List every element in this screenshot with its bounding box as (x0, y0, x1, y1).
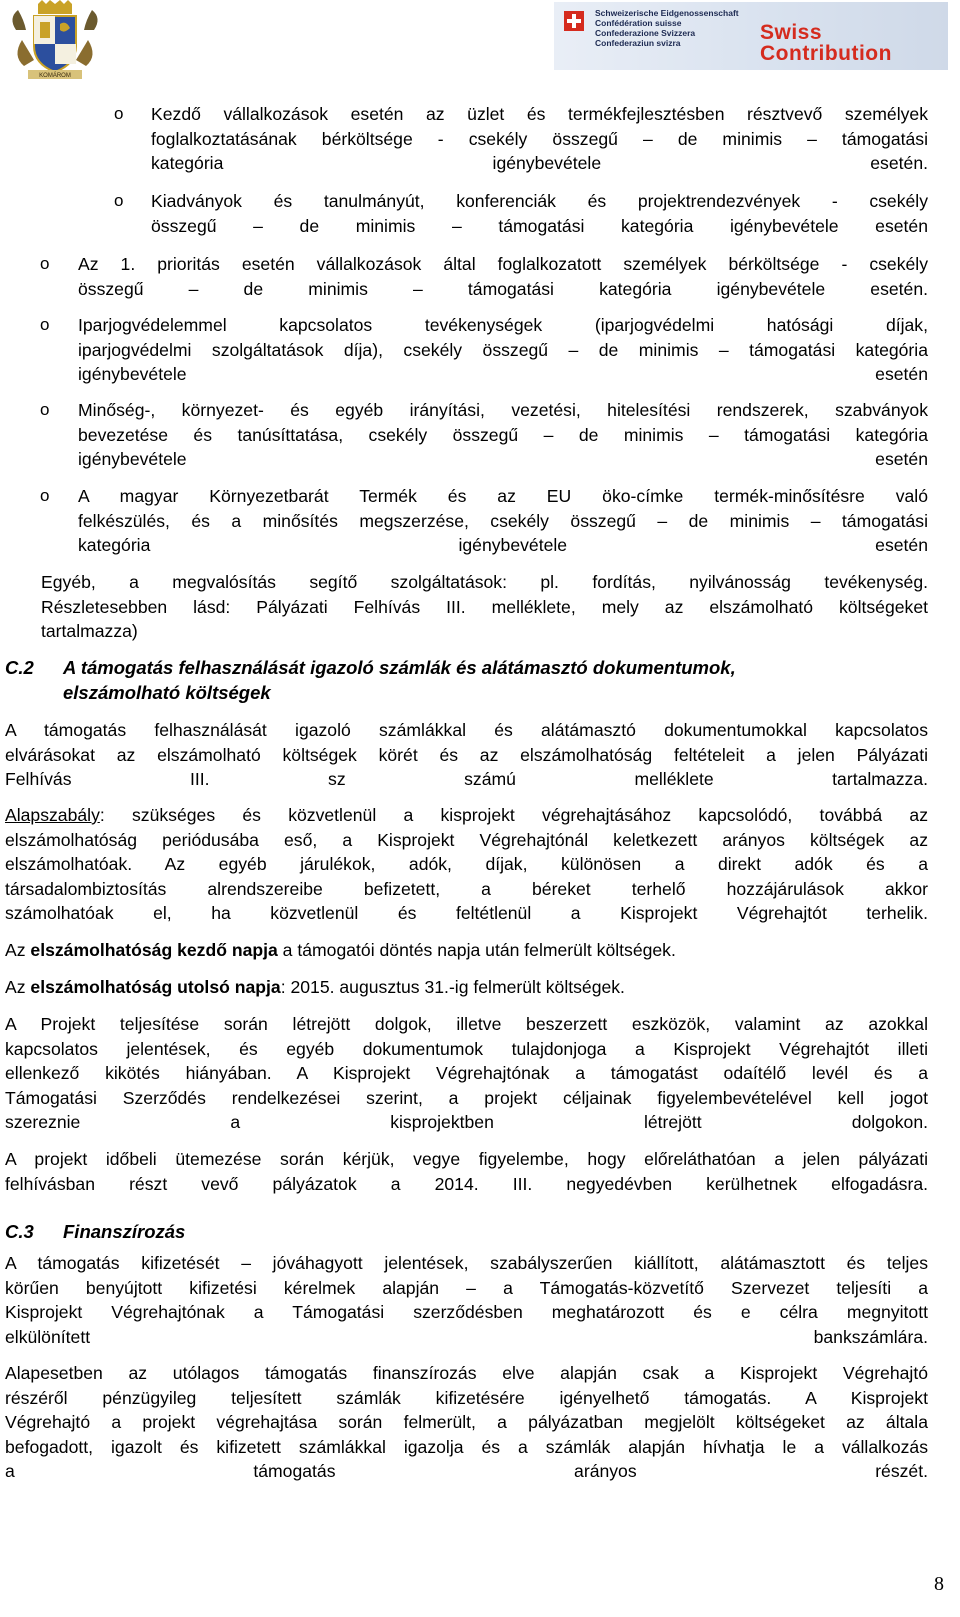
text-line: igénybevétele esetén (78, 364, 928, 384)
other-services-paragraph (41, 570, 928, 644)
text-line: ellenkező kikötés hiányában. A Kisprojekt Végrehajtónak a támogatást odaítélő levél és a (5, 1063, 928, 1083)
swiss-logo-line: Confederazione Svizzera (595, 28, 696, 38)
paragraph-end-date (5, 975, 625, 1000)
text-line: Kisprojekt Végrehajtónak a Támogatási szerződésben meghatározott és e célra megnyitott (5, 1302, 928, 1322)
text-run: : 2015. augusztus 31.-ig felmerült költségek. (280, 977, 625, 997)
basic-rule-label: Alapszabály (5, 805, 100, 825)
text-line: A támogatás felhasználását igazoló számlákkal és alátámasztó dokumentumokkal kapcsolatos (5, 720, 928, 740)
swiss-flag-icon (564, 11, 584, 31)
bullet-item-1 (78, 252, 928, 301)
text-line: elszámolhatóság periódusába eső, a Kisprojekt Végrehajtónál keletkezett arányos költségek az (5, 829, 928, 850)
swiss-contribution-logo (554, 2, 948, 70)
paragraph-basic-rule (5, 803, 928, 926)
text-line: kategória igénybevétele esetén. (151, 153, 928, 173)
section-number-c2: C.2 (5, 657, 34, 678)
text-line: iparjogvédelmi szolgáltatások díja), csekély összegű – de minimis – támogatási kategória (78, 339, 928, 360)
bullet-item-4 (78, 484, 928, 558)
text-line: tartalmazza) (41, 621, 138, 641)
text-line: kapcsolatos jelentések, és egyéb dokumentumok tulajdonjoga a Kisprojekt Végrehajtót illeti (5, 1038, 928, 1059)
start-date-label: elszámolhatóság kezdő napja (30, 940, 278, 960)
paragraph-financing (5, 1361, 928, 1484)
section-title-c3: Finanszírozás (63, 1221, 186, 1242)
end-date-label: elszámolhatóság utolsó napja (30, 977, 281, 997)
paragraph-ownership (5, 1012, 928, 1135)
text-line: elvárásokat az elszámolható költségek körét és az elszámolhatóság feltételeit a jelen Pályázati (5, 744, 928, 765)
text-line: felhívásban részt vevő pályázatok a 2014. III. negyedévben kerülhetnek elfogadásra. (5, 1173, 928, 1194)
text-line: Kiadványok és tanulmányút, konferenciák és projektrendezvények - csekély (151, 191, 928, 211)
bullet-item-2 (78, 313, 928, 387)
text-line: elkülönített bankszámlára. (5, 1326, 928, 1347)
text-run: Az (5, 940, 31, 960)
text-line: számolhatóak el, ha közvetlenül és feltétlenül a Kisprojekt Végrehajtót terhelik. (5, 903, 928, 923)
sub-bullet-item-2 (151, 189, 928, 238)
text-line: Alapesetben az utólagos támogatás finanszírozás elve alapján csak a Kisprojekt Végrehajtó (5, 1363, 928, 1383)
text-line: igénybevétele esetén (78, 449, 928, 469)
text-line: Az 1. prioritás esetén vállalkozások által foglalkozatott személyek bérköltsége - csekély (78, 254, 928, 274)
text-line: Támogatási Szerződés rendelkezései szerint, a projekt céljainak figyelembevételével kell jogot (5, 1087, 928, 1108)
text-line: Iparjogvédelemmel kapcsolatos tevékenységek (iparjogvédelmi hatósági díjak, (78, 315, 928, 335)
paragraph-payment (5, 1251, 928, 1349)
sub-bullet-item-1 (151, 102, 928, 176)
town-crest-logo (4, 0, 106, 80)
crest-banner-text: KOMÁROM (39, 73, 71, 79)
swiss-logo-title-1: Swiss (760, 21, 823, 44)
text-line: részéről pénzügyileg teljesített számlák kifizetésére igényelhető támogatás. A Kisprojekt (5, 1387, 928, 1408)
bullet-marker: o (40, 315, 50, 334)
text-line: szereznie a kisprojektben létrejött dolgokon. (5, 1112, 928, 1132)
swiss-logo-line: Schweizerische Eidgenossenschaft (595, 8, 739, 18)
sub-bullet-marker: o (114, 104, 124, 123)
text-line: Egyéb, a megvalósítás segítő szolgáltatások: pl. fordítás, nyilvánosság tevékenység. (41, 572, 928, 592)
text-line: befogadott, igazolt és kifizetett számlákkal igazolja és a számlák alapján hívhatja le a vállalkozás (5, 1436, 928, 1457)
text-line: Kezdő vállalkozások esetén az üzlet és termékfejlesztésben résztvevő személyek (151, 104, 928, 124)
text-line: foglalkoztatásának bérköltsége - csekély összegű – de minimis – támogatási (151, 128, 928, 149)
text-line: összegű – de minimis – támogatási kategória igénybevétele esetén. (78, 278, 928, 299)
text-run: a támogatói döntés napja után felmerült költségek. (277, 940, 676, 960)
bullet-item-3 (78, 398, 928, 472)
paragraph-requirements (5, 718, 928, 792)
text-line: Végrehajtó a projekt végrehajtása során felmerült, a pályázatban megjelölt költségeket az általa (5, 1412, 928, 1432)
bullet-marker: o (40, 400, 50, 419)
text-line: körűen benyújtott kifizetési kérelmek alapján – a Támogatás-közvetítő Szervezet teljesíti a (5, 1277, 928, 1298)
text-line: Felhívás III. sz számú melléklete tartalmazza. (5, 769, 928, 789)
text-line: elszámolhatóak. Az egyéb járulékok, adók, díjak, különösen a direkt adók és a (5, 854, 928, 874)
paragraph-start-date (5, 938, 676, 963)
sub-bullet-marker: o (114, 191, 124, 210)
swiss-logo-title-2: Contribution (760, 42, 892, 65)
text-line: összegű – de minimis – támogatási kategória igénybevétele esetén (151, 215, 928, 236)
text-line: Részletesebben lásd: Pályázati Felhívás III. melléklete, mely az elszámolható költségeket (41, 596, 928, 617)
paragraph-schedule (5, 1147, 928, 1196)
bullet-marker: o (40, 254, 50, 273)
text-line (5, 803, 928, 828)
section-title-c2-line2: elszámolható költségek (63, 682, 271, 703)
text-line: társadalombiztosítás alrendszereibe befizetett, a béreket terhelő hozzájárulások akkor (5, 878, 928, 899)
text-line: A Projekt teljesítése során létrejött dolgok, illetve beszerzett eszközök, valamint az azokkal (5, 1014, 928, 1034)
text-line: A projekt időbeli ütemezése során kérjük, vegye figyelembe, hogy előreláthatóan a jelen pályázati (5, 1149, 928, 1169)
text-line: a támogatás arányos részét. (5, 1461, 928, 1481)
section-title-c2-line1: A támogatás felhasználását igazoló számlák és alátámasztó dokumentumok, (63, 657, 736, 678)
text-run: Az (5, 977, 31, 997)
bullet-marker: o (40, 486, 50, 505)
page-number: 8 (934, 1573, 944, 1595)
text-line: kategória igénybevétele esetén (78, 535, 928, 555)
section-number-c3: C.3 (5, 1221, 34, 1242)
text-line: A támogatás kifizetését – jóváhagyott jelentések, szabályszerűen kiállított, alátámasztott és teljes (5, 1253, 928, 1273)
text-line: A magyar Környezetbarát Termék és az EU öko-címke termék-minősítésre való (78, 486, 928, 506)
text-line: bevezetése és tanúsíttatása, csekély összegű – de minimis – támogatási kategória (78, 424, 928, 445)
swiss-logo-line: Confederaziun svizra (595, 38, 681, 48)
swiss-logo-line: Confédération suisse (595, 18, 682, 28)
basic-rule-text: : szükséges és közvetlenül a kisprojekt végrehajtásához kapcsolódó, továbbá az (99, 805, 928, 825)
text-line: Minőség-, környezet- és egyéb irányítási, vezetési, hitelesítési rendszerek, szabványok (78, 400, 928, 420)
text-line: felkészülés, és a minősítés megszerzése, csekély összegű – de minimis – támogatási (78, 510, 928, 531)
